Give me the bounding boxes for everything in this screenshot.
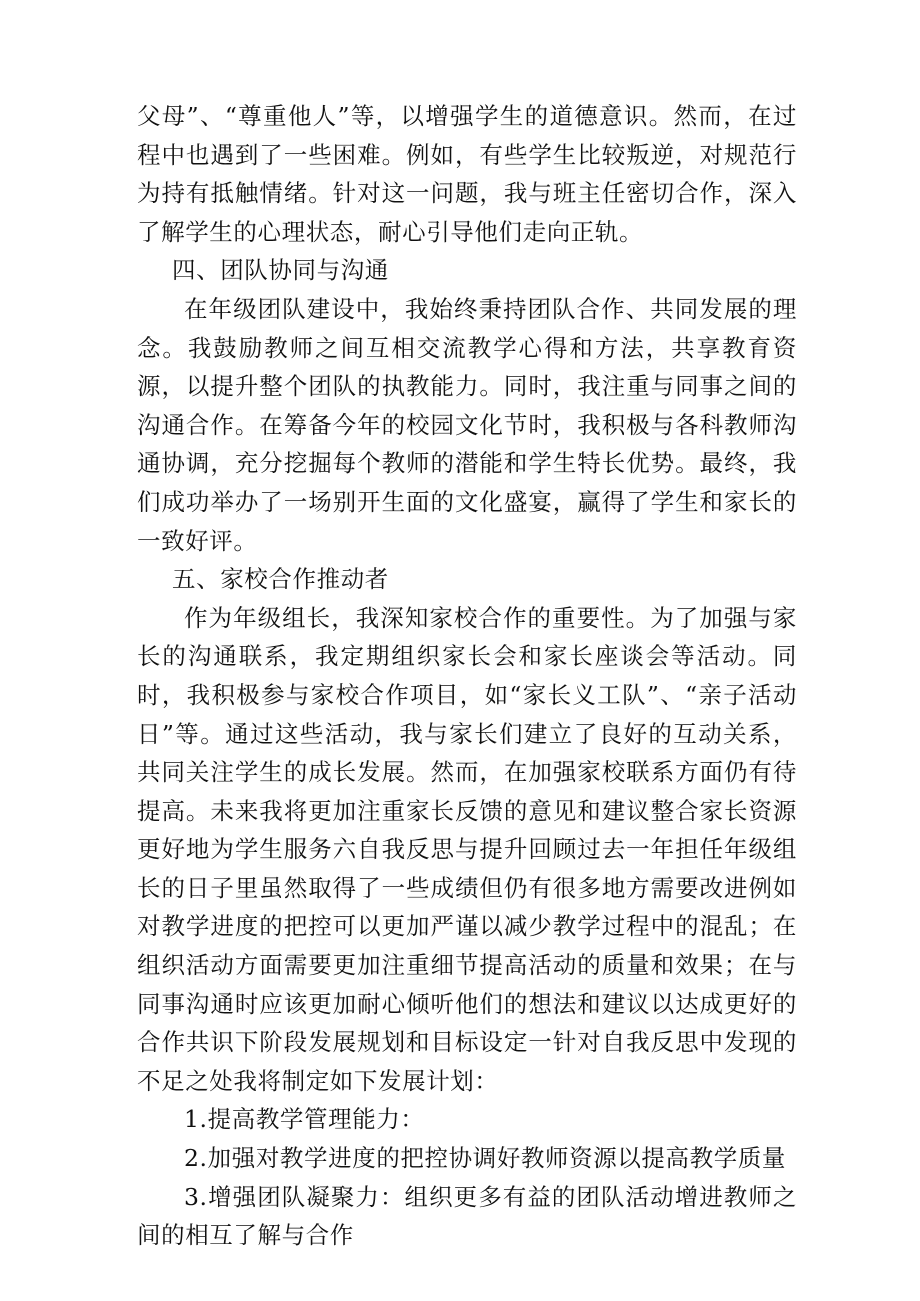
- section-heading-home-school: 五、家校合作推动者: [172, 565, 389, 594]
- document-body: [137, 97, 797, 1255]
- paragraph-continued: 父母”、“尊重他人”等，以增强学生的道德意识。然而，在过程中也遇到了一些困难。例如，有些学生比较叛逆，对规范行为持有抵触情绪。针对这一问题，我与班主任密切合作，深入了解学生的心理状态，耐心引导他们走向正轨。: [137, 102, 797, 246]
- section-heading-team-coordination: 四、团队协同与沟通: [172, 256, 389, 285]
- paragraph-home-school: 作为年级组长，我深知家校合作的重要性。为了加强与家长的沟通联系，我定期组织家长会和家长座谈会等活动。同时，我积极参与家校合作项目，如“家长义工队”、“亲子活动日”等。通过这些活动，我与家长们建立了良好的互动关系，共同关注学生的成长发展。然而，在加强家校联系方面仍有待提高。未来我将更加注重家长反馈的意见和建议整合家长资源更好地为学生服务六自我反思与提升回顾过去一年担任年级组长的日子里虽然取得了一些成绩但仍有很多地方需要改进例如对教学进度的把控可以更加严谨以减少教学过程中的混乱；在组织活动方面需要更加注重细节提高活动的质量和效果；在与同事沟通时应该更加耐心倾听他们的想法和建议以达成更好的合作共识下阶段发展规划和目标设定一针对自我反思中发现的不足之处我将制定如下发展计划：: [137, 603, 797, 1095]
- list-item-1: 1.提高教学管理能力：: [184, 1105, 425, 1134]
- list-item-2: 2.加强对教学进度的把控协调好教师资源以提高教学质量: [184, 1144, 787, 1173]
- paragraph-team-building: 在年级团队建设中，我始终秉持团队合作、共同发展的理念。我鼓励教师之间互相交流教学心得和方法，共享教育资源，以提升整个团队的执教能力。同时，我注重与同事之间的沟通合作。在筹备今年的校园文化节时，我积极与各科教师沟通协调，充分挖掘每个教师的潜能和学生特长优势。最终，我们成功举办了一场别开生面的文化盛宴，赢得了学生和家长的一致好评。: [137, 294, 797, 555]
- list-item-3: 3.增强团队凝聚力：组织更多有益的团队活动增进教师之间的相互了解与合作: [137, 1182, 797, 1250]
